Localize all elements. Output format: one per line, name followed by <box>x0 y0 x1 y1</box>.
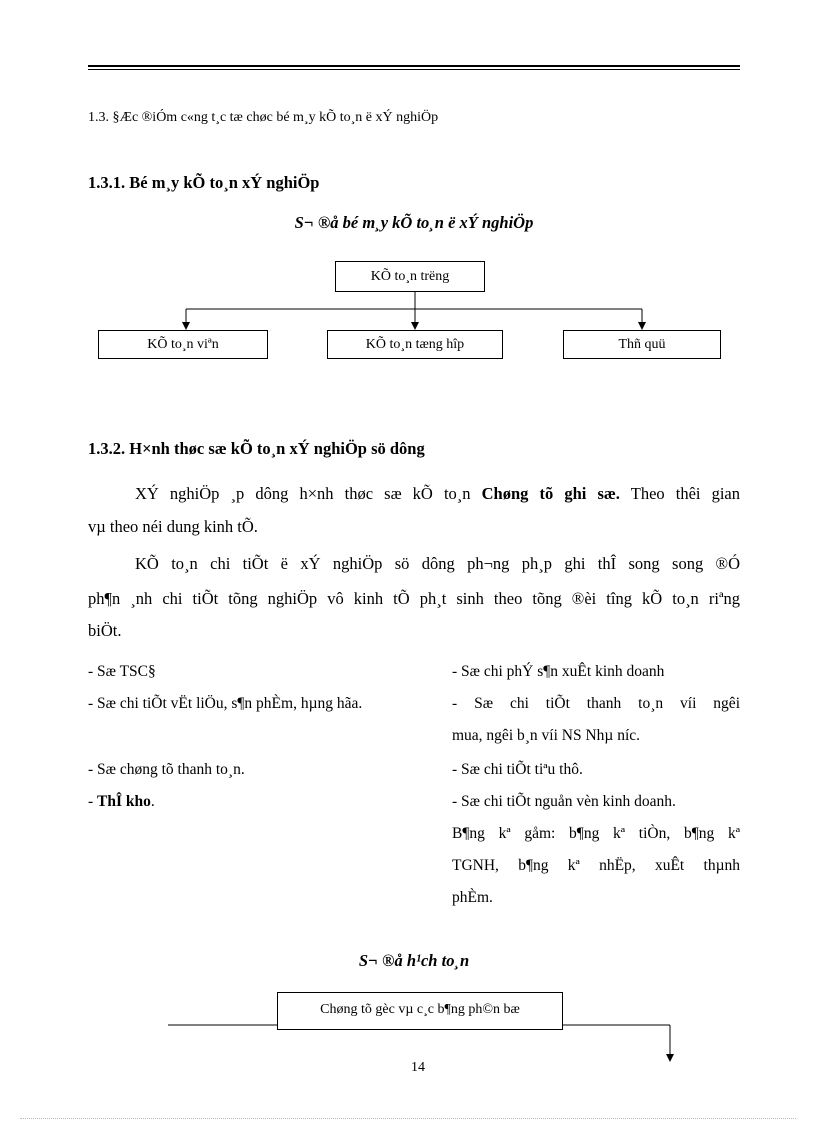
org-box-chief-accountant: KÕ to¸n trëng <box>335 261 485 292</box>
right-list-item: B¶ng kª gåm: b¶ng kª tiÒn, b¶ng kª <box>452 825 740 842</box>
left-list-item: - Sæ chøng tõ thanh to¸n. <box>88 761 245 778</box>
subsection-1-3-1-heading: 1.3.1. Bé m¸y kÕ to¸n xÝ nghiÖp <box>88 173 320 192</box>
left-list-item: - Sæ chi tiÕt vËt liÖu, s¶n phÈm, hµng hãa. <box>88 695 363 712</box>
right-list-item: phÈm. <box>452 889 493 906</box>
paragraph-1-bold-term: Chøng tõ ghi sæ. <box>481 484 620 503</box>
paragraph-2-line-1: KÕ to¸n chi tiÕt ë xÝ nghiÖp sö dông ph¬ng ph¸p ghi thÎ song song ®Ó <box>135 554 740 573</box>
left-list-item-bold: - ThÎ kho. <box>88 793 155 810</box>
page-number: 14 <box>411 1060 425 1075</box>
page-bottom-border <box>20 1118 796 1119</box>
right-list-item: mua, ngêi b¸n víi NS Nhµ níc. <box>452 727 641 744</box>
flow-box-source-documents: Chøng tõ gèc vµ c¸c b¶ng ph©n bæ <box>277 992 563 1030</box>
subsection-1-3-2-heading: 1.3.2. H×nh thøc sæ kÕ to¸n xÝ nghiÖp sö dông <box>88 439 425 458</box>
right-list-item: - Sæ chi phÝ s¶n xuÊt kinh doanh <box>452 663 665 680</box>
left-list-item: - Sæ TSC§ <box>88 663 156 680</box>
paragraph-2-line-3: biÖt. <box>88 621 122 640</box>
flow-diagram-title: S¬ ®å h¹ch to¸n <box>358 951 470 970</box>
paragraph-1-text-tail: Theo thêi gian <box>630 484 741 503</box>
right-list-item: TGNH, b¶ng kª nhËp, xuÊt thµnh <box>452 857 740 874</box>
org-box-accountant-staff: KÕ to¸n viªn <box>98 330 268 359</box>
right-list-item: - Sæ chi tiÕt tiªu thô. <box>452 761 583 778</box>
right-list-item: - Sæ chi tiÕt thanh to¸n víi ngêi <box>452 695 740 712</box>
org-box-general-accountant: KÕ to¸n tæng hîp <box>327 330 503 359</box>
paragraph-2-line-2: ph¶n ¸nh chi tiÕt tõng nghiÖp vô kinh tÕ ph¸t sinh theo tõng ®èi tîng kÕ to¸n riªng <box>88 589 740 608</box>
paragraph-1-line-2: vµ theo néi dung kinh tÕ. <box>88 517 258 536</box>
paragraph-1-text: XÝ nghiÖp ¸p dông h×nh thøc sæ kÕ to¸n <box>135 484 471 503</box>
org-box-treasurer: Thñ quü <box>563 330 721 359</box>
org-diagram-title: S¬ ®å bé m¸y kÕ to¸n ë xÝ nghiÖp <box>294 213 534 232</box>
section-heading: 1.3. §Æc ®iÓm c«ng t¸c tæ chøc bé m¸y kÕ to¸n ë xÝ nghiÖp <box>88 110 439 125</box>
left-list-bold-term: ThÎ kho <box>97 793 151 810</box>
right-list-item: - Sæ chi tiÕt nguån vèn kinh doanh. <box>452 793 676 810</box>
